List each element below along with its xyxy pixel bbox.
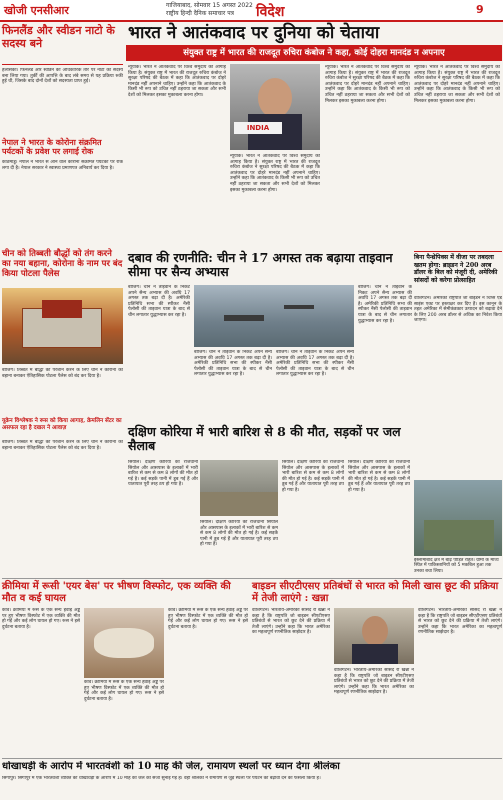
main-subhead: संयुक्त राष्ट्र में भारत की राजदूत रुचिरा कंबोज ने कहा, कोई दोहरा मानदंड न अपनाए bbox=[126, 45, 502, 61]
china-tibet-headline: चीन को तिब्बती बौद्धों को तंग करने का नया बहाना, कोरोना के नाम पर बंद किया पोटला पैलेस bbox=[2, 249, 123, 279]
caatsa-body-col2: वाशिंगटन। भारतीय-अमेरिकी सांसद रो खन्ना ने कहा है कि राष्ट्रपति जो बाइडन सीएटीएसए प्रतिबंधों से भारत को छूट देने की प्रक्रिया में तेजी लाएंगे। उन्होंने कहा कि भारत अमेरिका का महत्वपूर्ण रणनीतिक साझेदार है। bbox=[334, 668, 414, 696]
nepal-body: काठमांडू। नेपाल ने भारत से आने वाले कोरोना संक्रमित पर्यटकों पर रोक लगा दी है। नेपाल सरकार ने स्वास्थ्य प्रमाणपत्र अनिवार्य कर दिया है। bbox=[2, 160, 123, 171]
page-number: 9 bbox=[476, 3, 484, 16]
section-title: विदेश bbox=[256, 4, 285, 20]
crimea-body-col1: कीव। क्रीमिया में रूस के एक सैन्य हवाई अड्डे पर हुए भीषण विस्फोट में एक व्यक्ति की मौत हो गई और कई लोग घायल हो गए। रूस ने इसे दुर्घटना बताया है। bbox=[2, 608, 80, 630]
main-headline: भारत ने आतंकवाद पर दुनिया को चेताया bbox=[128, 23, 380, 43]
masthead: खोजी एनसीआर bbox=[4, 4, 69, 17]
taiwan-body-col2: बीजिंग। चीन ने ताइवान के निकट अपने सैन्य अभ्यास की अवधि 17 अगस्त तक बढ़ा दी है। अमेरिकी प्रतिनिधि सभा की स्पीकर नैंसी पेलोसी की ताइवान यात्रा के बाद से चीन लगातार युद्धाभ्यास कर रहा है। bbox=[194, 350, 272, 378]
taiwan-headline: दबाव की रणनीति: चीन ने 17 अगस्त तक बढ़ाया ताइवान सीमा पर सैन्य अभ्यास bbox=[128, 250, 393, 280]
crimea-blast-photo bbox=[84, 608, 164, 678]
potala-palace-photo bbox=[2, 288, 123, 364]
section-divider bbox=[2, 578, 502, 579]
main-body-col3: न्यूयॉर्क। भारत ने आतंकवाद पर विश्व समुदाय को आगाह किया है। संयुक्त राष्ट्र में भारत की राजदूत रुचिरा कंबोज ने सुरक्षा परिषद की बैठक में कहा कि आतंकवाद पर दोहरे मानदंड नहीं अपनाने चाहिए। उन्होंने कहा कि आतंकवाद के किसी भी रूप को उचित नहीं ठहराया जा सकता और सभी देशों को मिलकर इसका मुकाबला करना होगा। bbox=[325, 65, 410, 104]
right-story-rule bbox=[414, 251, 502, 252]
korea-body-col3: सियोल। दक्षिण कोरिया की राजधानी सियोल और आसपास के इलाकों में भारी बारिश से कम से कम 8 लोगों की मौत हो गई है। कई सड़कें पानी में डूब गई हैं और यातायात पूरी तरह ठप हो गया है। bbox=[282, 460, 344, 493]
caatsa-body-col3: वाशिंगटन। भारतीय-अमेरिकी सांसद रो खन्ना ने कहा है कि राष्ट्रपति जो बाइडन सीएटीएसए प्रतिबंधों से भारत को छूट देने की प्रक्रिया में तेजी लाएंगे। उन्होंने कहा कि भारत अमेरिका का महत्वपूर्ण रणनीतिक साझेदार है। bbox=[418, 608, 502, 636]
biden-chips-body: वाशिंगटन। अमेरिकी राष्ट्रपति जो बाइडन ने चिप्स एंड साइंस एक्ट पर हस्ताक्षर कर दिए हैं। इस कानून के तहत अमेरिका में सेमीकंडक्टर उत्पादन को बढ़ावा देने के लिए 200 अरब डॉलर से अधिक का निवेश किया जाएगा। bbox=[414, 296, 502, 324]
bottom-divider bbox=[2, 758, 502, 759]
date-text: गाजियाबाद, सोमवार 15 अगस्त 2022 bbox=[166, 2, 253, 9]
main-body-col2: न्यूयॉर्क। भारत ने आतंकवाद पर विश्व समुदाय को आगाह किया है। संयुक्त राष्ट्र में भारत की राजदूत रुचिरा कंबोज ने सुरक्षा परिषद की बैठक में कहा कि आतंकवाद पर दोहरे मानदंड नहीं अपनाने चाहिए। उन्होंने कहा कि आतंकवाद के किसी भी रूप को उचित नहीं ठहराया जा सकता और सभी देशों को मिलकर इसका मुकाबला करना होगा। bbox=[230, 154, 320, 193]
biden-chips-headline: बिना पैन्थ्रेपिक्स में वीजा पर तबदला खतम होगा: ब्राइडन ने 200 अरब डॉलर के बिल को मंजूरी दी, अमेरिकी सांसदों को करेगा प्रोत्साहित bbox=[414, 254, 498, 284]
finland-headline: फिनलैंड और स्वीडन नाटो के सदस्य बने bbox=[2, 24, 115, 50]
ro-khanna-photo bbox=[334, 608, 414, 664]
taiwan-military-photo bbox=[194, 285, 354, 347]
right-body-col: न्यूयॉर्क। भारत ने आतंकवाद पर विश्व समुदाय को आगाह किया है। संयुक्त राष्ट्र में भारत की राजदूत रुचिरा कंबोज ने सुरक्षा परिषद की बैठक में कहा कि आतंकवाद पर दोहरे मानदंड नहीं अपनाने चाहिए। उन्होंने कहा कि आतंकवाद के किसी भी रूप को उचित नहीं ठहराया जा सकता और सभी देशों को मिलकर इसका मुकाबला करना होगा। bbox=[414, 65, 500, 104]
india-nameplate: INDIA bbox=[234, 122, 282, 134]
korea-body-col1: सियोल। दक्षिण कोरिया की राजधानी सियोल और आसपास के इलाकों में भारी बारिश से कम से कम 8 लोगों की मौत हो गई है। कई सड़कें पानी में डूब गई हैं और यातायात पूरी तरह ठप हो गया है। bbox=[128, 460, 198, 488]
korea-headline: दक्षिण कोरिया में भारी बारिश से 8 की मौत, सड़कों पर जल सैलाब bbox=[128, 424, 401, 454]
ambassador-photo bbox=[230, 64, 320, 150]
china-tibet-body: बीजिंग। तिब्बत में बौद्धों को परेशान करने के लिए चीन ने कोरोना का बहाना बनाकर ऐतिहासिक पोटला पैलेस को बंद कर दिया है। bbox=[2, 368, 123, 379]
crimea-body-col2: कीव। क्रीमिया में रूस के एक सैन्य हवाई अड्डे पर हुए भीषण विस्फोट में एक व्यक्ति की मौत हो गई और कई लोग घायल हो गए। रूस ने इसे दुर्घटना बताया है। bbox=[84, 680, 164, 702]
caatsa-body-col1: वाशिंगटन। भारतीय-अमेरिकी सांसद रो खन्ना ने कहा है कि राष्ट्रपति जो बाइडन सीएटीएसए प्रतिबंधों से भारत को छूट देने की प्रक्रिया में तेजी लाएंगे। उन्होंने कहा कि भारत अमेरिका का महत्वपूर्ण रणनीतिक साझेदार है। bbox=[252, 608, 330, 636]
crimea-headline: क्रीमिया में रूसी 'एयर बेस' पर भीषण विस्फोट, एक व्यक्ति की मौत व कई घायल bbox=[2, 581, 231, 604]
main-body-col1: न्यूयॉर्क। भारत ने आतंकवाद पर विश्व समुदाय को आगाह किया है। संयुक्त राष्ट्र में भारत की राजदूत रुचिरा कंबोज ने सुरक्षा परिषद की बैठक में कहा कि आतंकवाद पर दोहरे मानदंड नहीं अपनाने चाहिए। उन्होंने कहा कि आतंकवाद के किसी भी रूप को उचित नहीं ठहराया जा सकता और सभी देशों को मिलकर इसका मुकाबला करना होगा। bbox=[128, 65, 226, 98]
taiwan-body-col4: बीजिंग। चीन ने ताइवान के निकट अपने सैन्य अभ्यास की अवधि 17 अगस्त तक बढ़ा दी है। अमेरिकी प्रतिनिधि सभा की स्पीकर नैंसी पेलोसी की ताइवान यात्रा के बाद से चीन लगातार युद्धाभ्यास कर रहा है। bbox=[358, 285, 412, 324]
bottom-headline: धोखाधड़ी के आरोप में भारतवंशी को 10 माह की जेल, रामायण स्थलों पर ध्यान देगा श्रीलंका bbox=[2, 761, 340, 772]
ukraine-small-headline: यूक्रेन विश्लेषक ने रूस को किया आगाह, क्रेमलिन सेंटर का असफल रहा है दखल ने आवाज़ bbox=[2, 418, 122, 431]
korea-body-col2: सियोल। दक्षिण कोरिया की राजधानी सियोल और आसपास के इलाकों में भारी बारिश से कम से कम 8 लोगों की मौत हो गई है। कई सड़कें पानी में डूब गई हैं और यातायात पूरी तरह ठप हो गया है। bbox=[200, 520, 278, 548]
bottom-body: सिंगापुर। सिंगापुर में एक भारतवंशी व्यक्ति को धोखाधड़ी के आरोप में 10 माह की जेल की सजा सुनाई गई है। वहीं श्रीलंका ने रामायण से जुड़े स्थलों पर पर्यटन को बढ़ावा देने का फैसला किया है। bbox=[2, 776, 321, 781]
taiwan-body-col3: बीजिंग। चीन ने ताइवान के निकट अपने सैन्य अभ्यास की अवधि 17 अगस्त तक बढ़ा दी है। अमेरिकी प्रतिनिधि सभा की स्पीकर नैंसी पेलोसी की ताइवान यात्रा के बाद से चीन लगातार युद्धाभ्यास कर रहा है। bbox=[276, 350, 354, 378]
flood-relief-caption: इस्लामाबाद क्षेत्र में बाढ़ पीड़ित राहत। ग्रामों के माध्य स्थित में पाकिस्तानियों को 5 मकबिल हुआ तक उनका बचा लिया। bbox=[414, 558, 499, 574]
finland-body: हेलसिंकी। फिनलैंड और स्वीडन को अधिकारिक तौर पर नाटो का सदस्य बना लिया गया। तुर्की की आपत्ति के बाद लंबे समय से यह प्रक्रिया रुकी हुई थी, जिसके बाद दोनों देशों को सदस्यता प्राप्त हुई। bbox=[2, 68, 123, 85]
nepal-headline: नेपाल ने भारत के कोरोना संक्रमित पर्यटकों के प्रवेश पर लगाई रोक bbox=[2, 137, 102, 157]
finland-headline-box bbox=[2, 25, 123, 65]
flood-relief-photo bbox=[414, 480, 502, 556]
korea-body-col4: सियोल। दक्षिण कोरिया की राजधानी सियोल और आसपास के इलाकों में भारी बारिश से कम से कम 8 लोगों की मौत हो गई है। कई सड़कें पानी में डूब गई हैं और यातायात पूरी तरह ठप हो गया है। bbox=[348, 460, 410, 493]
caatsa-headline: बाइडन सीएटीएसए प्रतिबंधों से भारत को मिली खास छूट की प्रक्रिया में तेजी लाएंगे : खन्ना bbox=[252, 581, 499, 604]
edition-text: राष्ट्रीय हिन्दी दैनिक समाचार पत्र bbox=[166, 10, 234, 17]
ukraine-small-body: बीजिंग। तिब्बत में बौद्धों को परेशान करने के लिए चीन ने कोरोना का बहाना बनाकर ऐतिहासिक पोटला पैलेस को बंद कर दिया है। bbox=[2, 440, 123, 451]
korea-flood-photo bbox=[200, 460, 278, 516]
page-header bbox=[0, 0, 503, 22]
taiwan-body-col1: बीजिंग। चीन ने ताइवान के निकट अपने सैन्य अभ्यास की अवधि 17 अगस्त तक बढ़ा दी है। अमेरिकी प्रतिनिधि सभा की स्पीकर नैंसी पेलोसी की ताइवान यात्रा के बाद से चीन लगातार युद्धाभ्यास कर रहा है। bbox=[128, 285, 190, 318]
crimea-body-col3: कीव। क्रीमिया में रूस के एक सैन्य हवाई अड्डे पर हुए भीषण विस्फोट में एक व्यक्ति की मौत हो गई और कई लोग घायल हो गए। रूस ने इसे दुर्घटना बताया है। bbox=[168, 608, 248, 630]
